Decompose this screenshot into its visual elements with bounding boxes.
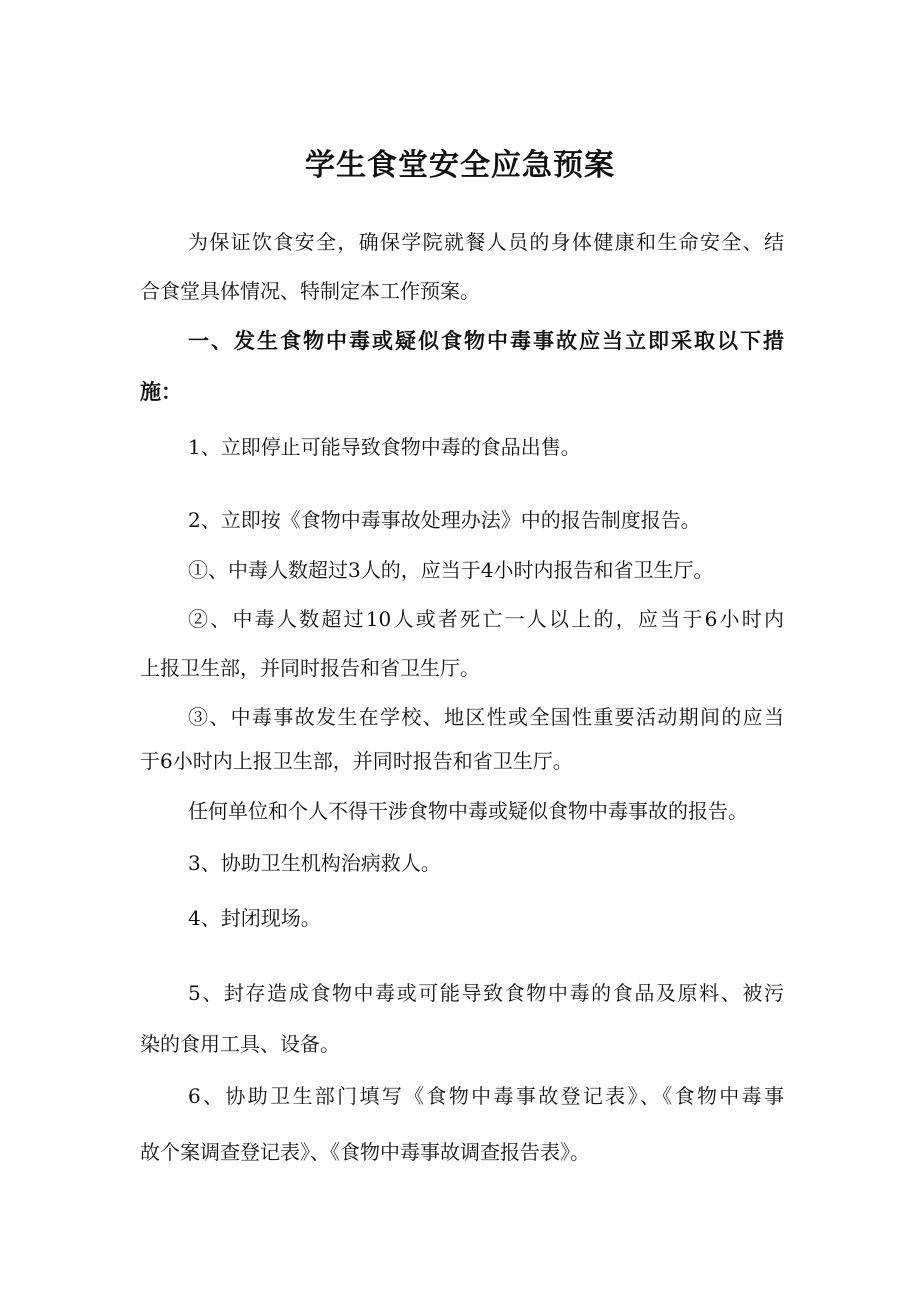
intro-line-1: 为保证饮食安全，确保学院就餐人员的身体健康和生命安全、结 bbox=[188, 230, 784, 254]
list-item-1: 1、立即停止可能导致食物中毒的食品出售。 bbox=[188, 435, 581, 459]
sub-item-2-line-1: ②、中毒人数超过10人或者死亡一人以上的，应当于6小时内 bbox=[188, 607, 784, 631]
reporting-note: 任何单位和个人不得干涉食物中毒或疑似食物中毒事故的报告。 bbox=[188, 799, 748, 823]
list-item-2: 2、立即按《食物中毒事故处理办法》中的报告制度报告。 bbox=[188, 508, 701, 532]
sub-item-3-line-1: ③、中毒事故发生在学校、地区性或全国性重要活动期间的应当 bbox=[188, 705, 784, 729]
list-item-6-line-2: 故个案调查登记表》、《食物中毒事故调查报告表》。 bbox=[140, 1140, 590, 1164]
intro-line-2: 合食堂具体情况、特制定本工作预案。 bbox=[140, 279, 480, 303]
sub-item-3-line-2: 于6小时内上报卫生部，并同时报告和省卫生厅。 bbox=[140, 749, 573, 773]
list-item-5-line-2: 染的食用工具、设备。 bbox=[140, 1032, 340, 1056]
section-1-heading-line-1: 一、发生食物中毒或疑似食物中毒事故应当立即采取以下措 bbox=[188, 329, 784, 353]
list-item-5-line-1: 5、封存造成食物中毒或可能导致食物中毒的食品及原料、被污 bbox=[188, 981, 784, 1005]
list-item-6-line-1: 6、协助卫生部门填写《食物中毒事故登记表》、《食物中毒事 bbox=[188, 1084, 784, 1108]
document-title: 学生食堂安全应急预案 bbox=[305, 148, 615, 183]
section-1-heading-line-2: 施： bbox=[140, 380, 182, 404]
sub-item-1: ①、中毒人数超过3人的，应当于4小时内报告和省卫生厅。 bbox=[188, 558, 714, 582]
list-item-4: 4、封闭现场。 bbox=[188, 906, 321, 930]
sub-item-2-line-2: 上报卫生部，并同时报告和省卫生厅。 bbox=[140, 656, 480, 680]
list-item-3: 3、协助卫生机构治病救人。 bbox=[188, 851, 441, 875]
